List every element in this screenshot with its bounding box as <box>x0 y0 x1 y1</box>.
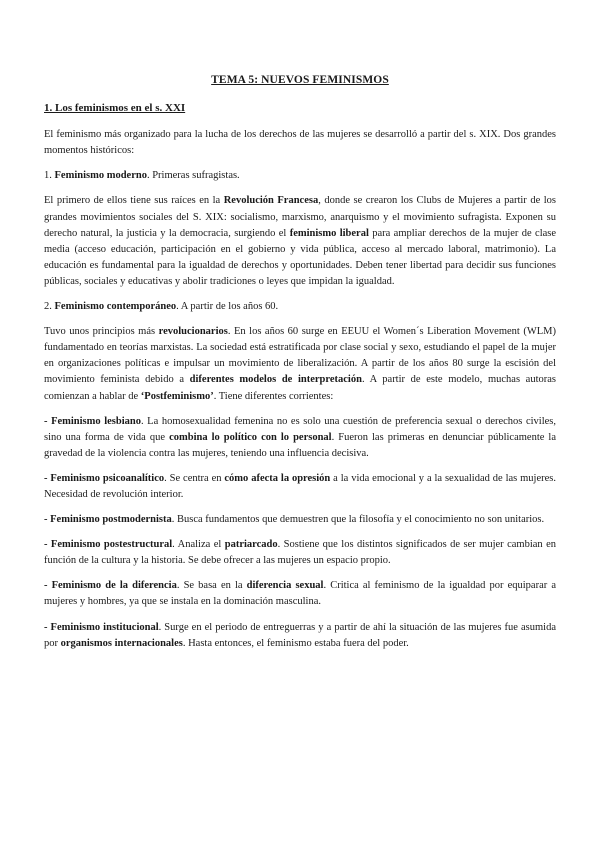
text-run: . Busca fundamentos que demuestren que la filosofía y el conocimiento no son unitarios. <box>171 514 545 526</box>
moderno-number: 1. <box>44 170 55 182</box>
moderno-paragraph <box>44 193 556 290</box>
section-heading: 1. Los feminismos en el s. XXI <box>44 102 186 115</box>
text-run: Tuvo unos principios más <box>44 326 159 338</box>
bold-term: cómo afecta la opresión <box>224 472 331 484</box>
contemporaneo-label: Feminismo contemporáneo <box>54 301 177 313</box>
text-run: . Sostiene que los distintos significados de ser mujer cambian en función de la cultura y la historia. Se debe ofrecer a las mujeres un espacio propio. <box>44 539 556 567</box>
intro-paragraph: El feminismo más organizado para la lucha de los derechos de las mujeres se desarrolló a partir del s. XIX. Dos grandes momentos históricos: <box>44 129 556 157</box>
contemporaneo-number: 2. <box>44 301 55 313</box>
text-run: . La homosexualidad femenina no es solo una cuestión de preferencia sexual o derechos civiles, sino una forma de vida que <box>44 415 556 443</box>
corriente-label: - Feminismo lesbiano <box>44 415 141 427</box>
bold-term: revolucionarios <box>158 326 228 338</box>
corriente-lesbiano <box>44 414 556 462</box>
corriente-label: - Feminismo psicoanalítico <box>44 472 165 484</box>
bold-term: combina lo político con lo personal <box>169 431 332 443</box>
text-run: . Hasta entonces, el feminismo estaba fuera del poder. <box>182 637 409 649</box>
text-run: a la vida emocional y a la sexualidad de las mujeres. Necesidad de revolución interior. <box>44 472 556 500</box>
corriente-postmodernista <box>44 512 556 528</box>
corriente-label: - Feminismo institucional <box>44 621 159 633</box>
contemporaneo-heading <box>44 299 556 315</box>
text-run: . A partir de este modelo, muchas autoras comienzan a hablar de <box>44 374 556 402</box>
text-run: . Tiene diferentes corrientes: <box>213 390 334 402</box>
bold-term: organismos internacionales <box>60 637 183 649</box>
moderno-heading <box>44 168 556 184</box>
bold-term: feminismo liberal <box>289 227 369 239</box>
text-run: . Fueron las primeras en denunciar públicamente la gravedad de la violencia contra las mujeres, teniendo una influencia decisiva. <box>44 431 557 459</box>
bold-term: patriarcado <box>224 539 278 551</box>
corriente-label: - Feminismo de la diferencia <box>44 580 177 592</box>
text-run: . Se basa en la <box>176 580 247 592</box>
text-run: . En los años 60 surge en EEUU el Women´s Liberation Movement (WLM) fundamentado en teorías marxistas. La sociedad está estratificada por clase social y sexo, estudiando el papel de la mujer en organizaciones políticas e impulsar un movimiento de liberalización. A partir de los años 80 surge la escisión del movimiento feminista debido a <box>44 326 556 386</box>
corriente-diferencia <box>44 578 556 610</box>
text-run: . Surge en el periodo de entreguerras y a partir de ahí la situación de las mujeres fue asumida por <box>44 621 556 649</box>
corriente-institucional <box>44 620 556 652</box>
bold-term: ‘Postfeminismo’ <box>140 390 214 402</box>
bold-term: diferencia sexual <box>246 580 324 592</box>
text-run: . Analiza el <box>172 539 225 551</box>
moderno-subtitle: . Primeras sufragistas. <box>146 170 240 182</box>
text-run: para ampliar derechos de la mujer de clase media (acceso educación, participación en el gobierno y vida pública, acceso al mercado laboral, matrimonio). La educación es fundamental para la igualdad de derechos y oportunidades. Deben tener libertad para decidir sus funciones públicas, sociales y educativas y abolir tradiciones o leyes que impidan la igualdad. <box>44 227 557 287</box>
corriente-postestructural <box>44 537 556 569</box>
corriente-label: - Feminismo postmodernista <box>44 514 172 526</box>
corriente-psicoanalitico <box>44 471 556 503</box>
text-run: , donde se crearon los Clubs de Mujeres a partir de los grandes movimientos sociales del S. XIX: socialismo, marxismo, anarquismo y el movimiento sufragista. Exponen su derecho natural, la justicia y la democracia, surgiendo el <box>44 195 556 239</box>
text-run: . Se centra en <box>164 472 225 484</box>
moderno-label: Feminismo moderno <box>54 170 147 182</box>
contemporaneo-paragraph <box>44 324 556 404</box>
text-run: . Critica al feminismo de la igualdad por equiparar a mujeres y hombres, ya que se instala en la dominación masculina. <box>44 580 556 608</box>
document-title: TEMA 5: NUEVOS FEMINISMOS <box>211 74 389 86</box>
bold-term: diferentes modelos de interpretación <box>189 374 362 386</box>
contemporaneo-subtitle: . A partir de los años 60. <box>176 301 279 313</box>
corriente-label: - Feminismo postestructural <box>44 539 173 551</box>
text-run: El primero de ellos tiene sus raíces en la <box>44 195 224 207</box>
bold-term: Revolución Francesa <box>223 195 319 207</box>
